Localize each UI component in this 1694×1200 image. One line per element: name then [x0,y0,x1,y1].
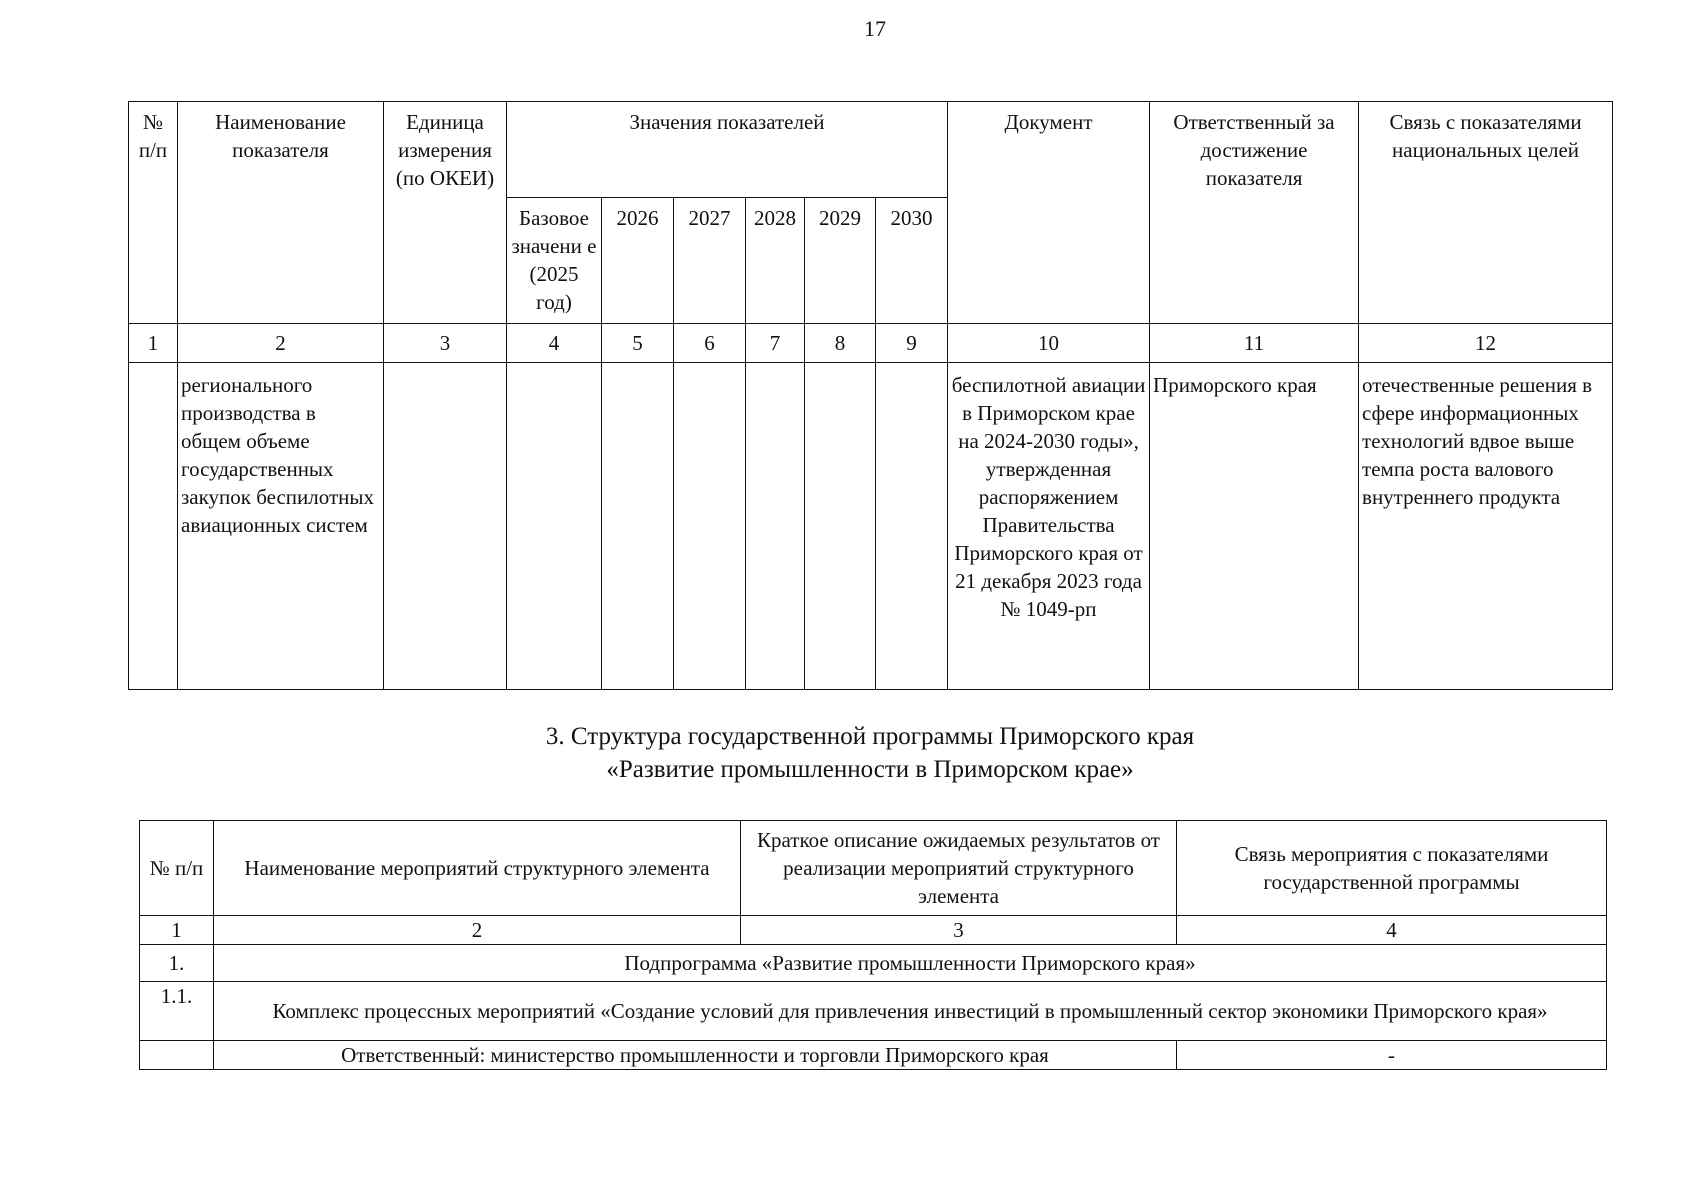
header-year: 2027 [674,198,746,324]
cell-num: 1.1. [140,982,214,1041]
header-year: 2030 [876,198,948,324]
table-row [140,945,1607,982]
column-number: 9 [876,324,948,363]
section-title-line: 3. Структура государственной программы Приморского края [545,723,1195,750]
section-title [128,720,1612,786]
header-base-value: Базовое значени е (2025 год) [507,198,602,324]
cell-indicator-name: регионального производства в общем объеме государственных закупок беспилотных авиационных систем [178,363,384,690]
header-indicator-name: Наименование показателя [178,102,384,324]
cell-year-value [674,363,746,690]
column-number: 4 [507,324,602,363]
cell-num [129,363,178,690]
column-number: 4 [1177,916,1607,945]
program-structure-table [139,820,1607,1070]
column-number: 10 [948,324,1150,363]
header-num: № п/п [140,821,214,916]
table-row [140,1041,1607,1070]
cell-year-value [602,363,674,690]
cell-year-value [805,363,876,690]
header-year: 2026 [602,198,674,324]
column-number: 6 [674,324,746,363]
table-row [129,363,1613,690]
header-measures-name: Наименование мероприятий структурного элемента [214,821,741,916]
header-values-group: Значения показателей [507,102,948,198]
column-number: 11 [1150,324,1359,363]
column-number: 5 [602,324,674,363]
table-row [140,982,1607,1041]
header-description: Краткое описание ожидаемых результатов от реализации мероприятий структурного элемента [741,821,1177,916]
column-number: 8 [805,324,876,363]
cell-unit [384,363,507,690]
cell-base-value [507,363,602,690]
cell-subprogram: Подпрограмма «Развитие промышленности Приморского края» [214,945,1607,982]
header-unit: Единица измерения (по ОКЕИ) [384,102,507,324]
column-number: 3 [384,324,507,363]
header-national-goals: Связь с показателями национальных целей [1359,102,1613,324]
header-num: № п/п [129,102,178,324]
column-number: 2 [214,916,741,945]
cell-process-complex: Комплекс процессных мероприятий «Создание условий для привлечения инвестиций в промышленный сектор экономики Приморского края» [214,982,1607,1041]
header-year: 2028 [746,198,805,324]
section-title-line: «Развитие промышленности в Приморском крае» [606,756,1134,783]
cell-indicators-link: - [1177,1041,1607,1070]
header-responsible: Ответственный за достижение показателя [1150,102,1359,324]
cell-num [140,1041,214,1070]
column-number: 3 [741,916,1177,945]
cell-responsible: Приморского края [1150,363,1359,690]
cell-responsible: Ответственный: министерство промышленности и торговли Приморского края [214,1041,1177,1070]
page-number: 17 [864,16,886,41]
cell-national-goals: отечественные решения в сфере информационных технологий вдвое выше темпа роста валового внутреннего продукта [1359,363,1613,690]
cell-year-value [746,363,805,690]
column-number: 12 [1359,324,1613,363]
header-year: 2029 [805,198,876,324]
column-number: 7 [746,324,805,363]
header-document: Документ [948,102,1150,324]
column-number: 1 [140,916,214,945]
column-number: 1 [129,324,178,363]
cell-year-value [876,363,948,690]
cell-num: 1. [140,945,214,982]
indicators-table [128,101,1613,690]
column-number: 2 [178,324,384,363]
header-indicators-link: Связь мероприятия с показателями государственной программы [1177,821,1607,916]
cell-document: беспилотной авиации в Приморском крае на 2024-2030 годы», утвержденная распоряжением Правительства Приморского края от 21 декабря 2023 года № 1049-рп [948,363,1150,690]
